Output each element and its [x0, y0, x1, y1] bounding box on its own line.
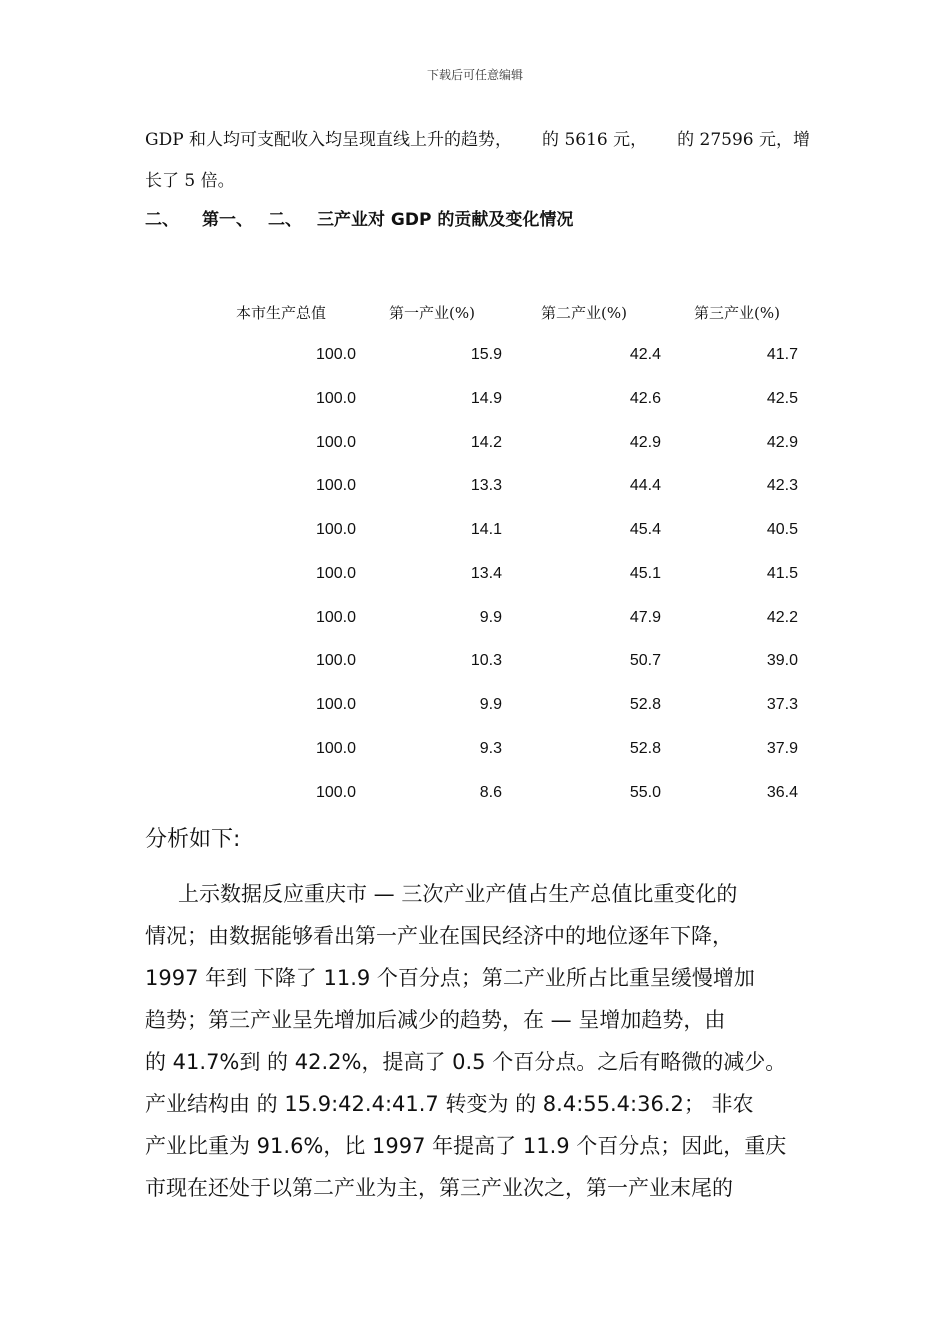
table-cell: 9.3 — [479, 739, 502, 757]
table-cell: 15.9 — [470, 346, 502, 363]
table-cell: 100.0 — [315, 783, 356, 801]
section-heading-part-2: 二、 — [268, 210, 302, 230]
table-cell: 47.9 — [629, 608, 661, 626]
table-cell: 42.9 — [766, 433, 798, 451]
analysis-line: 情况；由数据能够看出第一产业在国民经济中的地位逐年下降， — [145, 924, 733, 948]
table-cell: 100.0 — [315, 477, 356, 495]
table-header-row — [0, 302, 950, 326]
analysis-line: 上示数据反应重庆市 — 三次产业产值占生产总值比重变化的 — [178, 882, 738, 906]
table-cell: 37.3 — [766, 696, 798, 713]
section-heading — [145, 205, 573, 230]
table-header-tertiary: 第三产业(%) — [694, 304, 780, 322]
table-cell: 9.9 — [479, 696, 502, 713]
table-cell: 14.2 — [470, 433, 502, 451]
table-row — [0, 652, 950, 676]
table-cell: 100.0 — [315, 564, 356, 582]
table-row — [0, 740, 950, 764]
table-cell: 45.1 — [629, 564, 661, 582]
table-cell: 45.4 — [629, 521, 661, 538]
intro-line-2: 长了 5 倍。 — [145, 171, 235, 191]
table-cell: 100.0 — [315, 521, 356, 538]
table-row — [0, 696, 950, 720]
table-cell: 13.3 — [470, 477, 502, 495]
table-header-primary: 第一产业(%) — [389, 304, 475, 322]
intro-line-1 — [145, 120, 810, 161]
intro-line-1-part-2: 的 5616 元， — [542, 130, 648, 150]
table-cell: 10.3 — [470, 652, 502, 670]
analysis-line: 趋势；第三产业呈先增加后减少的趋势，在 — 呈增加趋势，由 — [145, 1008, 726, 1032]
table-row — [0, 477, 950, 501]
section-heading-part-3: 三产业对 GDP 的贡献及变化情况 — [317, 210, 574, 230]
analysis-line: 1997 年到 下降了 11.9 个百分点；第二产业所占比重呈缓慢增加 — [145, 966, 755, 990]
table-cell: 42.2 — [766, 608, 798, 626]
table-row — [0, 609, 950, 633]
table-row — [0, 346, 950, 370]
analysis-line: 市现在还处于以第二产业为主，第三产业次之，第一产业末尾的 — [145, 1176, 733, 1200]
table-cell: 8.6 — [479, 783, 502, 801]
table-cell: 42.5 — [766, 389, 798, 407]
table-header-secondary: 第二产业(%) — [541, 304, 627, 322]
table-cell: 14.1 — [470, 521, 502, 538]
table-cell: 37.9 — [766, 739, 798, 757]
table-cell: 14.9 — [470, 389, 502, 407]
table-cell: 42.9 — [629, 433, 661, 451]
table-header-total: 本市生产总值 — [236, 304, 327, 322]
table-cell: 100.0 — [315, 346, 356, 363]
table-row — [0, 784, 950, 808]
analysis-line: 的 41.7%到 的 42.2%，提高了 0.5 个百分点。之后有略微的减少。 — [145, 1050, 787, 1074]
section-heading-number: 二、 — [145, 210, 179, 230]
table-cell: 44.4 — [629, 477, 661, 495]
header-note: 下载后可任意编辑 — [426, 68, 523, 82]
analysis-line: 产业结构由 的 15.9:42.4:41.7 转变为 的 8.4:55.4:36.2； 非农 — [145, 1092, 754, 1116]
table-cell: 100.0 — [315, 652, 356, 670]
table-cell: 13.4 — [470, 564, 502, 582]
analysis-title: 分析如下: — [145, 827, 241, 852]
table-cell: 100.0 — [315, 608, 356, 626]
table-row — [0, 390, 950, 414]
table-cell: 39.0 — [766, 652, 798, 670]
table-cell: 100.0 — [315, 433, 356, 451]
table-row — [0, 565, 950, 589]
table-cell: 100.0 — [315, 696, 356, 713]
table-cell: 36.4 — [766, 783, 798, 801]
table-cell: 52.8 — [629, 739, 661, 757]
table-cell: 100.0 — [315, 739, 356, 757]
table-cell: 42.3 — [766, 477, 798, 495]
table-cell: 9.9 — [479, 608, 502, 626]
table-cell: 41.7 — [766, 346, 798, 363]
intro-line-1-part-3: 的 27596 元，增 — [677, 130, 810, 150]
analysis-line: 产业比重为 91.6%，比 1997 年提高了 11.9 个百分点；因此，重庆 — [145, 1134, 787, 1158]
table-row — [0, 521, 950, 545]
table-cell: 55.0 — [629, 783, 661, 801]
table-cell: 40.5 — [766, 521, 798, 538]
table-cell: 50.7 — [629, 652, 661, 670]
table-row — [0, 434, 950, 458]
table-cell: 52.8 — [629, 696, 661, 713]
table-cell: 41.5 — [766, 564, 798, 582]
table-cell: 100.0 — [315, 389, 356, 407]
section-heading-part-1: 第一、 — [202, 210, 253, 230]
table-cell: 42.4 — [629, 346, 661, 363]
table-cell: 42.6 — [629, 389, 661, 407]
intro-line-1-part-1: GDP 和人均可支配收入均呈现直线上升的趋势， — [145, 130, 513, 150]
